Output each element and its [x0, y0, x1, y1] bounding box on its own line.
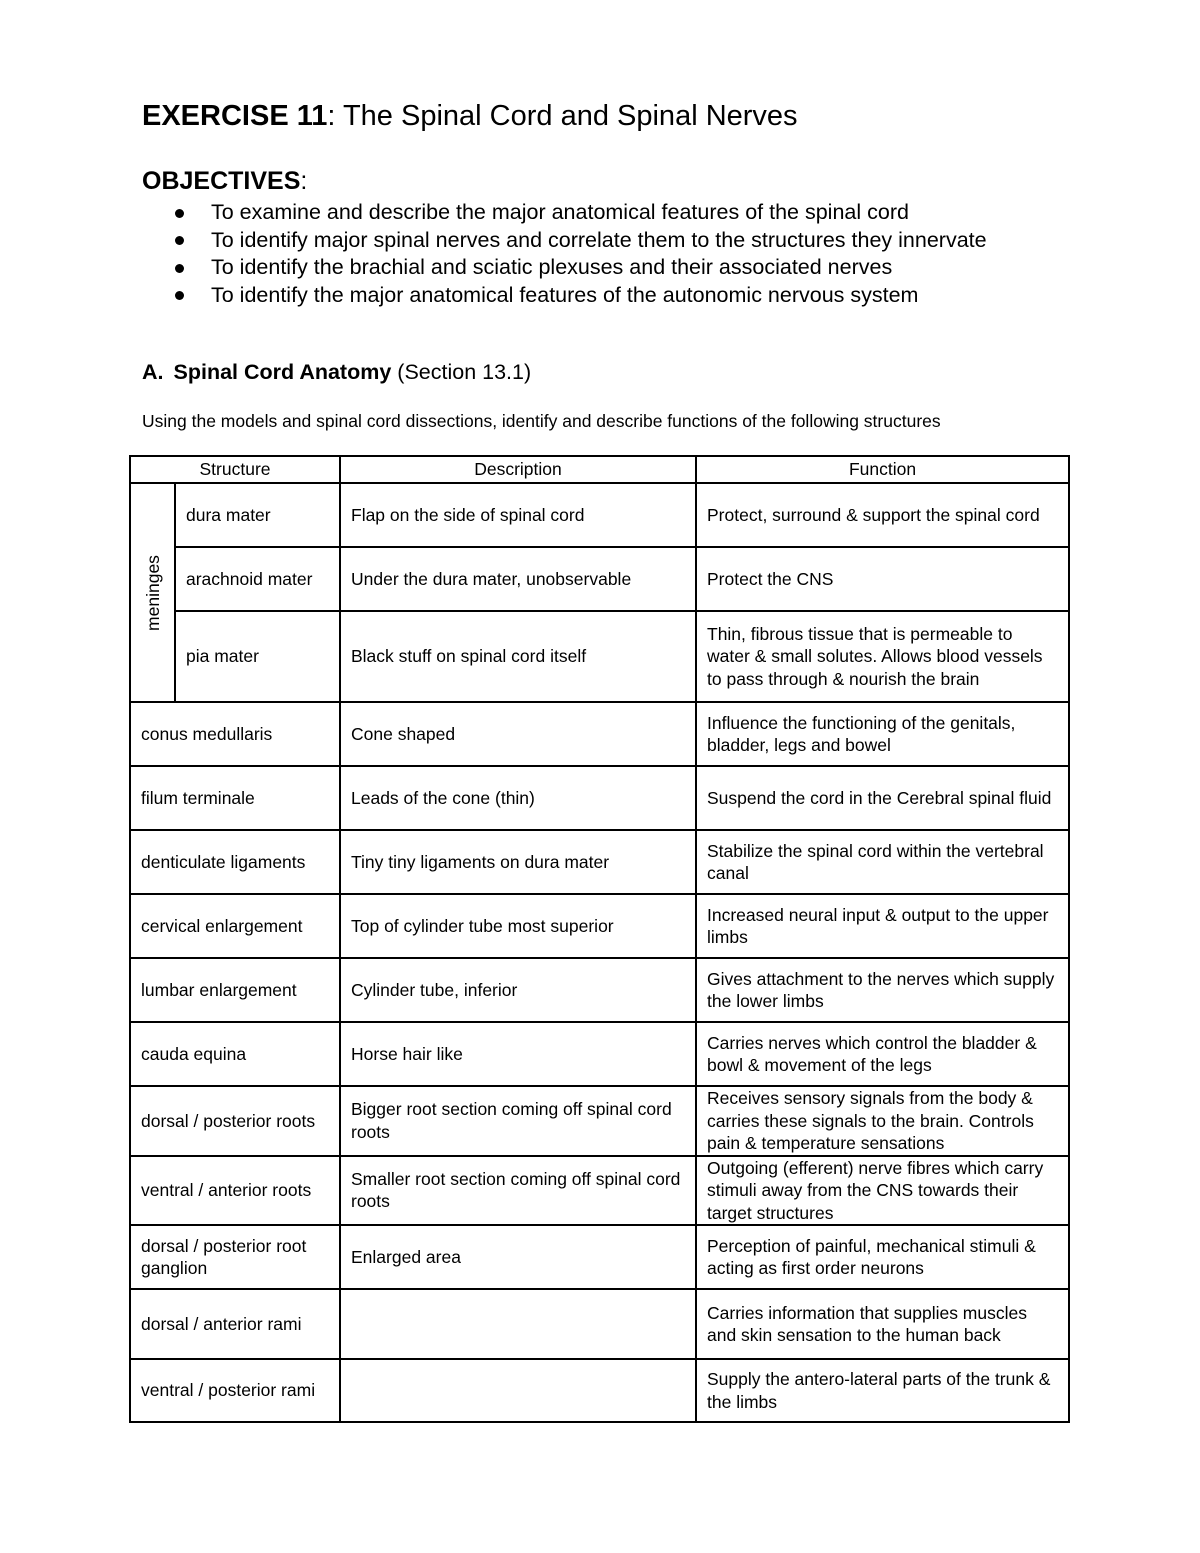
section-title: Spinal Cord Anatomy	[173, 360, 392, 384]
description-cell: Smaller root section coming off spinal cord roots	[340, 1156, 696, 1226]
table-row	[130, 702, 1069, 766]
description-cell: Under the dura mater, unobservable	[340, 547, 696, 611]
objectives-label: OBJECTIVES	[142, 167, 301, 195]
objective-item	[142, 199, 987, 227]
meninges-label: meninges	[142, 554, 163, 631]
function-cell: Carries nerves which control the bladder & bowl & movement of the legs	[696, 1022, 1069, 1086]
function-cell: Suspend the cord in the Cerebral spinal fluid	[696, 766, 1069, 830]
objective-text: To examine and describe the major anatomical features of the spinal cord	[211, 200, 909, 224]
bullet-icon	[175, 264, 184, 273]
structure-cell: dorsal / anterior rami	[130, 1289, 340, 1359]
table-header-row	[130, 456, 1069, 483]
table-row	[130, 766, 1069, 830]
objectives-colon: :	[300, 167, 308, 195]
description-cell: Cone shaped	[340, 702, 696, 766]
structure-cell: lumbar enlargement	[130, 958, 340, 1022]
structure-cell: ventral / anterior roots	[130, 1156, 340, 1226]
structure-cell: pia mater	[175, 611, 340, 702]
table-row	[130, 611, 1069, 702]
structure-cell: cauda equina	[130, 1022, 340, 1086]
function-cell: Carries information that supplies muscles and skin sensation to the human back	[696, 1289, 1069, 1359]
structure-cell: dorsal / posterior root ganglion	[130, 1225, 340, 1289]
table-row	[130, 483, 1069, 547]
header-structure: Structure	[130, 456, 340, 483]
exercise-title: : The Spinal Cord and Spinal Nerves	[327, 100, 798, 132]
function-cell: Protect, surround & support the spinal cord	[696, 483, 1069, 547]
description-cell: Enlarged area	[340, 1225, 696, 1289]
function-cell: Outgoing (efferent) nerve fibres which carry stimuli away from the CNS towards their target structures	[696, 1156, 1069, 1226]
page-title	[142, 100, 798, 133]
header-function: Function	[696, 456, 1069, 483]
function-cell: Influence the functioning of the genitals, bladder, legs and bowel	[696, 702, 1069, 766]
description-cell	[340, 1289, 696, 1359]
table-row	[130, 1359, 1069, 1422]
section-intro: Using the models and spinal cord dissections, identify and describe functions of the following structures	[142, 411, 941, 431]
header-description: Description	[340, 456, 696, 483]
structure-cell: dura mater	[175, 483, 340, 547]
function-cell: Thin, fibrous tissue that is permeable to water & small solutes. Allows blood vessels to pass through & nourish the brain	[696, 611, 1069, 702]
section-a-heading	[142, 360, 531, 385]
table-row	[130, 958, 1069, 1022]
bullet-icon	[175, 209, 184, 218]
objective-item	[142, 282, 987, 310]
description-cell: Top of cylinder tube most superior	[340, 894, 696, 958]
structure-cell: conus medullaris	[130, 702, 340, 766]
section-reference: (Section 13.1)	[391, 360, 532, 384]
table-row	[130, 894, 1069, 958]
objectives-list	[142, 199, 987, 309]
exercise-label: EXERCISE 11	[142, 100, 328, 132]
structure-cell: dorsal / posterior roots	[130, 1086, 340, 1156]
table-row	[130, 547, 1069, 611]
function-cell: Gives attachment to the nerves which supply the lower limbs	[696, 958, 1069, 1022]
structures-table	[129, 455, 1070, 1423]
objective-text: To identify the major anatomical features of the autonomic nervous system	[211, 282, 919, 307]
description-cell: Leads of the cone (thin)	[340, 766, 696, 830]
meninges-group-cell	[130, 483, 175, 702]
table-row	[130, 1289, 1069, 1359]
description-cell: Flap on the side of spinal cord	[340, 483, 696, 547]
objective-text: To identify the brachial and sciatic plexuses and their associated nerves	[211, 255, 893, 279]
description-cell: Black stuff on spinal cord itself	[340, 611, 696, 702]
structure-cell: cervical enlargement	[130, 894, 340, 958]
objective-item	[142, 227, 987, 255]
function-cell: Increased neural input & output to the upper limbs	[696, 894, 1069, 958]
table-row	[130, 830, 1069, 894]
structure-cell: denticulate ligaments	[130, 830, 340, 894]
function-cell: Receives sensory signals from the body & carries these signals to the brain. Controls pain & temperature sensations	[696, 1086, 1069, 1156]
objective-item	[142, 254, 987, 282]
table-row	[130, 1225, 1069, 1289]
bullet-icon	[175, 291, 184, 300]
description-cell: Horse hair like	[340, 1022, 696, 1086]
structure-cell: ventral / posterior rami	[130, 1359, 340, 1422]
description-cell: Cylinder tube, inferior	[340, 958, 696, 1022]
function-cell: Stabilize the spinal cord within the vertebral canal	[696, 830, 1069, 894]
function-cell: Protect the CNS	[696, 547, 1069, 611]
table-row	[130, 1022, 1069, 1086]
objectives-heading	[142, 167, 307, 196]
function-cell: Perception of painful, mechanical stimuli & acting as first order neurons	[696, 1225, 1069, 1289]
function-cell: Supply the antero-lateral parts of the trunk & the limbs	[696, 1359, 1069, 1422]
objective-text: To identify major spinal nerves and correlate them to the structures they innervate	[211, 227, 987, 252]
description-cell	[340, 1359, 696, 1422]
table-row	[130, 1086, 1069, 1156]
section-letter: A.	[142, 360, 164, 384]
table-row	[130, 1156, 1069, 1226]
bullet-icon	[175, 236, 184, 245]
structure-cell: arachnoid mater	[175, 547, 340, 611]
description-cell: Tiny tiny ligaments on dura mater	[340, 830, 696, 894]
structure-cell: filum terminale	[130, 766, 340, 830]
description-cell: Bigger root section coming off spinal cord roots	[340, 1086, 696, 1156]
